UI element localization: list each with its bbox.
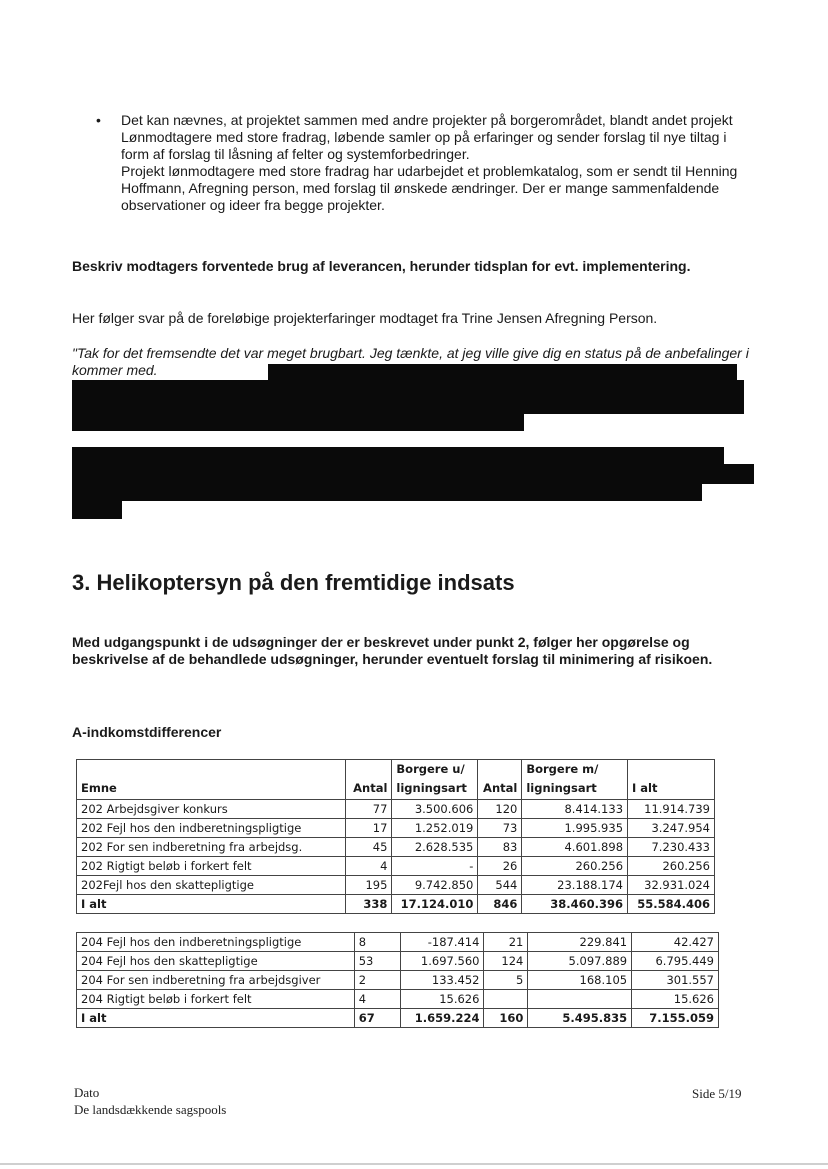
bullet-item bbox=[96, 112, 756, 214]
table-cell: 202 Fejl hos den indberetningspligtige bbox=[77, 819, 346, 838]
table-cell: 3.500.606 bbox=[392, 800, 478, 819]
footer-date-label: Dato bbox=[74, 1085, 100, 1100]
table-header-row bbox=[77, 760, 715, 800]
table-cell: 1.252.019 bbox=[392, 819, 478, 838]
table-cell: 26 bbox=[478, 857, 522, 876]
table-cell: 4 bbox=[354, 990, 400, 1009]
scan-edge-line bbox=[0, 1163, 828, 1165]
redaction-block bbox=[72, 483, 702, 501]
table-cell: 133.452 bbox=[400, 971, 484, 990]
bullet-paragraph-2: Projekt lønmodtagere med store fradrag har udarbejdet et problemkatalog, som er sendt til Henning Hoffmann, Afregning person, med forslag til ønskede ændringer. Der er mange sammenfaldende observationer og ideer fra begge projekter. bbox=[121, 163, 738, 213]
bullet-dot: • bbox=[96, 112, 101, 128]
table-cell: 17 bbox=[346, 819, 392, 838]
table-cell bbox=[528, 990, 632, 1009]
table-cell: 17.124.010 bbox=[392, 895, 478, 914]
table-cell: 5.097.889 bbox=[528, 952, 632, 971]
table-cell: 8 bbox=[354, 933, 400, 952]
table-row bbox=[77, 800, 715, 819]
table-cell: 202 Rigtigt beløb i forkert felt bbox=[77, 857, 346, 876]
redaction-block bbox=[72, 447, 724, 465]
table-cell: 8.414.133 bbox=[522, 800, 628, 819]
table-total-row bbox=[77, 895, 715, 914]
column-header: Borgere u/ ligningsart bbox=[392, 760, 478, 800]
table-cell: 204 Fejl hos den indberetningspligtige bbox=[77, 933, 355, 952]
column-header: Antal bbox=[346, 760, 392, 800]
table-cell: 260.256 bbox=[522, 857, 628, 876]
redaction-block bbox=[72, 500, 122, 519]
table-cell: 77 bbox=[346, 800, 392, 819]
table-cell: 202 Arbejdsgiver konkurs bbox=[77, 800, 346, 819]
table-row bbox=[77, 933, 719, 952]
column-header: I alt bbox=[628, 760, 715, 800]
table-cell: 120 bbox=[478, 800, 522, 819]
table-cell: 6.795.449 bbox=[632, 952, 719, 971]
table-row bbox=[77, 971, 719, 990]
table-cell: 42.427 bbox=[632, 933, 719, 952]
table-cell: 83 bbox=[478, 838, 522, 857]
table-row bbox=[77, 876, 715, 895]
table-cell: 15.626 bbox=[632, 990, 719, 1009]
table-cell: 1.995.935 bbox=[522, 819, 628, 838]
table-cell: 168.105 bbox=[528, 971, 632, 990]
table-cell: 544 bbox=[478, 876, 522, 895]
lead-paragraph: Med udgangspunkt i de udsøgninger der er beskrevet under punkt 2, følger her opgørelse og beskrivelse af de behandlede udsøgninger, herunder eventuelt forslag til minimering af risikoen. bbox=[72, 634, 713, 667]
table-cell: 7.155.059 bbox=[632, 1009, 719, 1028]
section-question: Beskriv modtagers forventede brug af leverancen, herunder tidsplan for evt. implementering. bbox=[72, 258, 691, 274]
redaction-block bbox=[268, 364, 737, 381]
section-heading: 3. Helikoptersyn på den fremtidige indsats bbox=[72, 570, 515, 595]
table-cell: 11.914.739 bbox=[628, 800, 715, 819]
table-row bbox=[77, 838, 715, 857]
table-cell: I alt bbox=[77, 1009, 355, 1028]
bullet-paragraph-1: Det kan nævnes, at projektet sammen med andre projekter på borgerområdet, blandt andet projekt Lønmodtagere med store fradrag, løbende samler op på erfaringer og sender forslag til nye tiltag i form af forslag til låsning af felter og systemforbedringer. bbox=[121, 112, 733, 162]
table-cell: -187.414 bbox=[400, 933, 484, 952]
table-cell: 32.931.024 bbox=[628, 876, 715, 895]
table-cell: 4 bbox=[346, 857, 392, 876]
table-cell bbox=[484, 990, 528, 1009]
table-cell: 124 bbox=[484, 952, 528, 971]
table-cell: 2.628.535 bbox=[392, 838, 478, 857]
table-cell: 204 Fejl hos den skattepligtige bbox=[77, 952, 355, 971]
table-cell: 338 bbox=[346, 895, 392, 914]
subheading: A-indkomstdifferencer bbox=[72, 724, 222, 740]
table-cell: 38.460.396 bbox=[522, 895, 628, 914]
table-cell: 195 bbox=[346, 876, 392, 895]
intro-paragraph: Her følger svar på de foreløbige projekterfaringer modtaget fra Trine Jensen Afregning Person. bbox=[72, 310, 658, 326]
table-cell: 15.626 bbox=[400, 990, 484, 1009]
redaction-block bbox=[72, 380, 744, 414]
table-cell: - bbox=[392, 857, 478, 876]
a-income-table-202 bbox=[76, 759, 715, 914]
table-cell: 2 bbox=[354, 971, 400, 990]
table-cell: 301.557 bbox=[632, 971, 719, 990]
table-cell: I alt bbox=[77, 895, 346, 914]
table-cell: 3.247.954 bbox=[628, 819, 715, 838]
table-cell: 5.495.835 bbox=[528, 1009, 632, 1028]
table-cell: 9.742.850 bbox=[392, 876, 478, 895]
column-header: Antal bbox=[478, 760, 522, 800]
table-cell: 202Fejl hos den skattepligtige bbox=[77, 876, 346, 895]
bullet-text bbox=[121, 112, 756, 214]
footer-organization: De landsdækkende sagspools bbox=[74, 1102, 227, 1117]
table-cell: 23.188.174 bbox=[522, 876, 628, 895]
table-cell: 4.601.898 bbox=[522, 838, 628, 857]
column-header: Borgere m/ ligningsart bbox=[522, 760, 628, 800]
table-cell: 21 bbox=[484, 933, 528, 952]
a-income-table-204 bbox=[76, 932, 719, 1028]
table-cell: 55.584.406 bbox=[628, 895, 715, 914]
table-total-row bbox=[77, 1009, 719, 1028]
quote-paragraph: "Tak for det fremsendte det var meget brugbart. Jeg tænkte, at jeg ville give dig en status på de anbefalinger i kommer med. bbox=[72, 345, 749, 378]
table-cell: 1.659.224 bbox=[400, 1009, 484, 1028]
redaction-block bbox=[72, 413, 524, 431]
table-cell: 45 bbox=[346, 838, 392, 857]
table-cell: 53 bbox=[354, 952, 400, 971]
table-cell: 7.230.433 bbox=[628, 838, 715, 857]
footer-page-number: Side 5/19 bbox=[692, 1086, 742, 1101]
table-cell: 204 Rigtigt beløb i forkert felt bbox=[77, 990, 355, 1009]
table-cell: 846 bbox=[478, 895, 522, 914]
table-cell: 202 For sen indberetning fra arbejdsg. bbox=[77, 838, 346, 857]
table-cell: 67 bbox=[354, 1009, 400, 1028]
table-row bbox=[77, 819, 715, 838]
redaction-block bbox=[72, 464, 754, 484]
table-cell: 1.697.560 bbox=[400, 952, 484, 971]
table-cell: 204 For sen indberetning fra arbejdsgiver bbox=[77, 971, 355, 990]
table-cell: 229.841 bbox=[528, 933, 632, 952]
table-row bbox=[77, 857, 715, 876]
column-header: Emne bbox=[77, 760, 346, 800]
table-cell: 5 bbox=[484, 971, 528, 990]
table-row bbox=[77, 990, 719, 1009]
table-cell: 260.256 bbox=[628, 857, 715, 876]
table-cell: 160 bbox=[484, 1009, 528, 1028]
table-row bbox=[77, 952, 719, 971]
table-cell: 73 bbox=[478, 819, 522, 838]
